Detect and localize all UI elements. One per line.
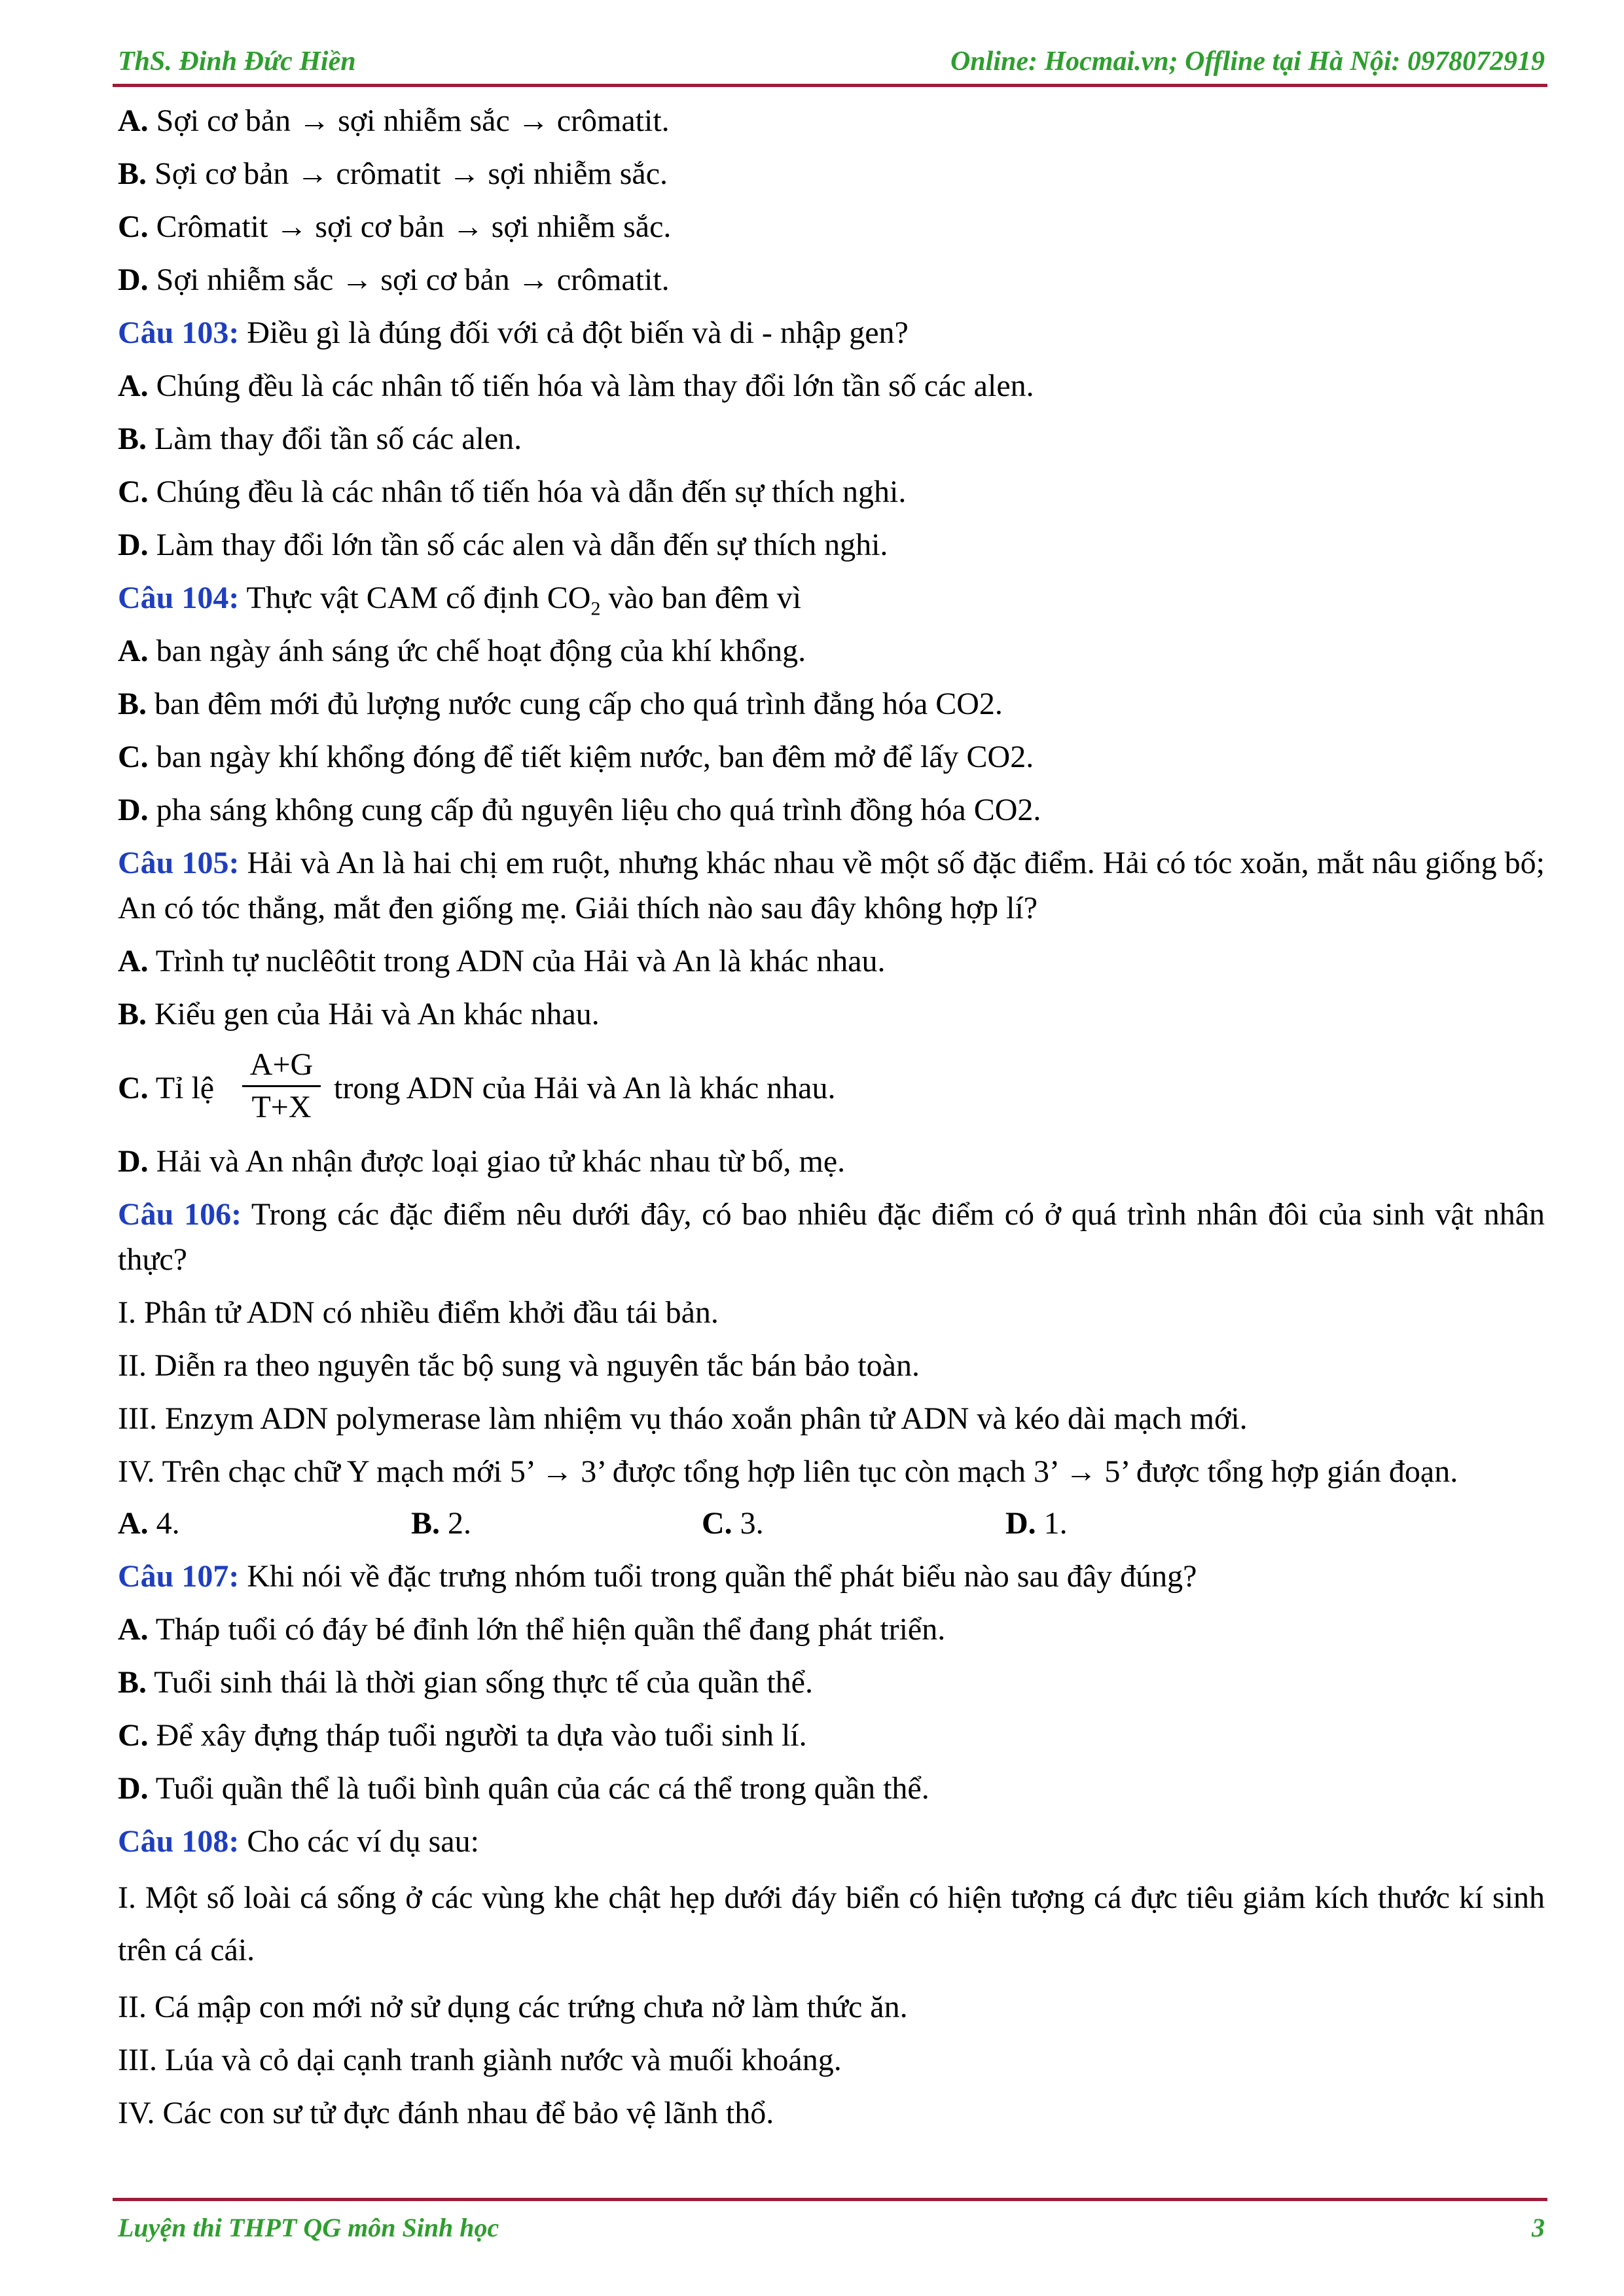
- q106-statement-4: IV. Trên chạc chữ Y mạch mới 5’ → 3’ được tổng hợp liên tục còn mạch 3’ → 5’ được tổng hợp gián đoạn.: [118, 1454, 1458, 1489]
- question-108: Câu 108: Cho các ví dụ sau:: [118, 1824, 479, 1859]
- q108-statement-4: IV. Các con sư tử đực đánh nhau để bảo vệ lãnh thổ.: [118, 2096, 774, 2130]
- q106-answers: [118, 1501, 1545, 1546]
- fraction-numerator: A+G: [249, 1047, 314, 1082]
- question-107: Câu 107: Khi nói về đặc trưng nhóm tuổi trong quần thể phát biểu nào sau đây đúng?: [118, 1559, 1197, 1594]
- q106-statement-2: II. Diễn ra theo nguyên tắc bộ sung và nguyên tắc bán bảo toàn.: [118, 1348, 920, 1383]
- q104-option-a: A. ban ngày ánh sáng ức chế hoạt động của khí khổng.: [118, 634, 806, 668]
- q107-option-a: A. Tháp tuổi có đáy bé đỉnh lớn thể hiện quần thể đang phát triển.: [118, 1612, 946, 1647]
- fraction-denominator: T+X: [251, 1090, 312, 1124]
- header-divider: [113, 84, 1547, 87]
- q103-option-c: C. Chúng đều là các nhân tố tiến hóa và dẫn đến sự thích nghi.: [118, 475, 907, 509]
- header-author: ThS. Đinh Đức Hiền: [118, 46, 356, 77]
- q106-answer-a: A. 4.: [118, 1506, 180, 1541]
- q104-option-d: D. pha sáng không cung cấp đủ nguyên liệu cho quá trình đồng hóa CO2.: [118, 793, 1041, 827]
- page-content: [118, 90, 1545, 2136]
- q106-statement-3: III. Enzym ADN polymerase làm nhiệm vụ tháo xoắn phân tử ADN và kéo dài mạch mới.: [118, 1401, 1248, 1436]
- q103-option-d: D. Làm thay đổi lớn tần số các alen và dẫn đến sự thích nghi.: [118, 528, 888, 562]
- question-104: Câu 104: Thực vật CAM cố định $CO_2$ vào ban đêm vì: [118, 581, 802, 620]
- q105-option-a: A. Trình tự nuclêôtit trong ADN của Hải và An là khác nhau.: [118, 944, 886, 978]
- footer-course: Luyện thi THPT QG môn Sinh học: [118, 2213, 499, 2242]
- page-header: [118, 46, 1545, 85]
- header-contact: Online: Hocmai.vn; Offline tại Hà Nội: 0978072919: [950, 46, 1545, 77]
- option-d: D. Sợi nhiễm sắc → sợi cơ bản → crômatit.: [118, 262, 670, 297]
- q107-option-d: D. Tuổi quần thể là tuổi bình quân của các cá thể trong quần thể.: [118, 1771, 929, 1806]
- question-105: Câu 105: Hải và An là hai chị em ruột, nhưng khác nhau về một số đặc điểm. Hải có tóc xoăn, mắt nâu giống bố; An có tóc thẳng, mắt đen giống mẹ. Giải thích nào sau đây không hợp lí?: [118, 846, 1545, 925]
- question-106: Câu 106: Trong các đặc điểm nêu dưới đây, có bao nhiêu đặc điểm có ở quá trình nhân đôi của sinh vật nhân thực?: [118, 1197, 1545, 1277]
- q106-statement-1: I. Phân tử ADN có nhiều điểm khởi đầu tái bản.: [118, 1295, 719, 1330]
- q104-option-b: B. ban đêm mới đủ lượng nước cung cấp cho quá trình đẳng hóa CO2.: [118, 687, 1003, 721]
- option-b: B. Sợi cơ bản → crômatit → sợi nhiễm sắc.: [118, 156, 668, 191]
- q103-option-a: A. Chúng đều là các nhân tố tiến hóa và làm thay đổi lớn tần số các alen.: [118, 368, 1034, 403]
- q108-statement-2: II. Cá mập con mới nở sử dụng các trứng chưa nở làm thức ăn.: [118, 1990, 908, 2024]
- q108-statement-1: I. Một số loài cá sống ở các vùng khe chật hẹp dưới đáy biển có hiện tượng cá đực tiêu giảm kích thước kí sinh trên cá cái.: [118, 1880, 1545, 1967]
- page-footer: [118, 2212, 1545, 2251]
- q105-option-c: C. Tỉ lệ A+G T+X trong ADN của Hải và An là khác nhau.: [118, 1045, 1545, 1131]
- q103-option-b: B. Làm thay đổi tần số các alen.: [118, 422, 522, 456]
- option-c: C. Crômatit → sợi cơ bản → sợi nhiễm sắc.: [118, 209, 672, 244]
- q104-option-c: C. ban ngày khí khổng đóng để tiết kiệm nước, ban đêm mở để lấy CO2.: [118, 740, 1034, 774]
- option-a: A. Sợi cơ bản → sợi nhiễm sắc → crômatit.: [118, 103, 670, 138]
- ratio-fraction: [242, 1045, 321, 1128]
- footer-divider: [113, 2198, 1547, 2201]
- q107-option-c: C. Để xây đựng tháp tuổi người ta dựa vào tuổi sinh lí.: [118, 1718, 807, 1753]
- question-103: Câu 103: Điều gì là đúng đối với cả đột biến và di - nhập gen?: [118, 315, 909, 350]
- q105-option-b: B. Kiểu gen của Hải và An khác nhau.: [118, 997, 600, 1031]
- q107-option-b: B. Tuổi sinh thái là thời gian sống thực tế của quần thể.: [118, 1665, 813, 1700]
- q105-option-d: D. Hải và An nhận được loại giao tử khác nhau từ bố, mẹ.: [118, 1144, 846, 1179]
- q106-answer-d: D. 1.: [1005, 1506, 1068, 1541]
- q106-answer-b: B. 2.: [411, 1506, 472, 1541]
- page-number: 3: [1532, 2213, 1545, 2242]
- q106-answer-c: C. 3.: [702, 1506, 764, 1541]
- q108-statement-3: III. Lúa và cỏ dại cạnh tranh giành nước và muối khoáng.: [118, 2043, 842, 2077]
